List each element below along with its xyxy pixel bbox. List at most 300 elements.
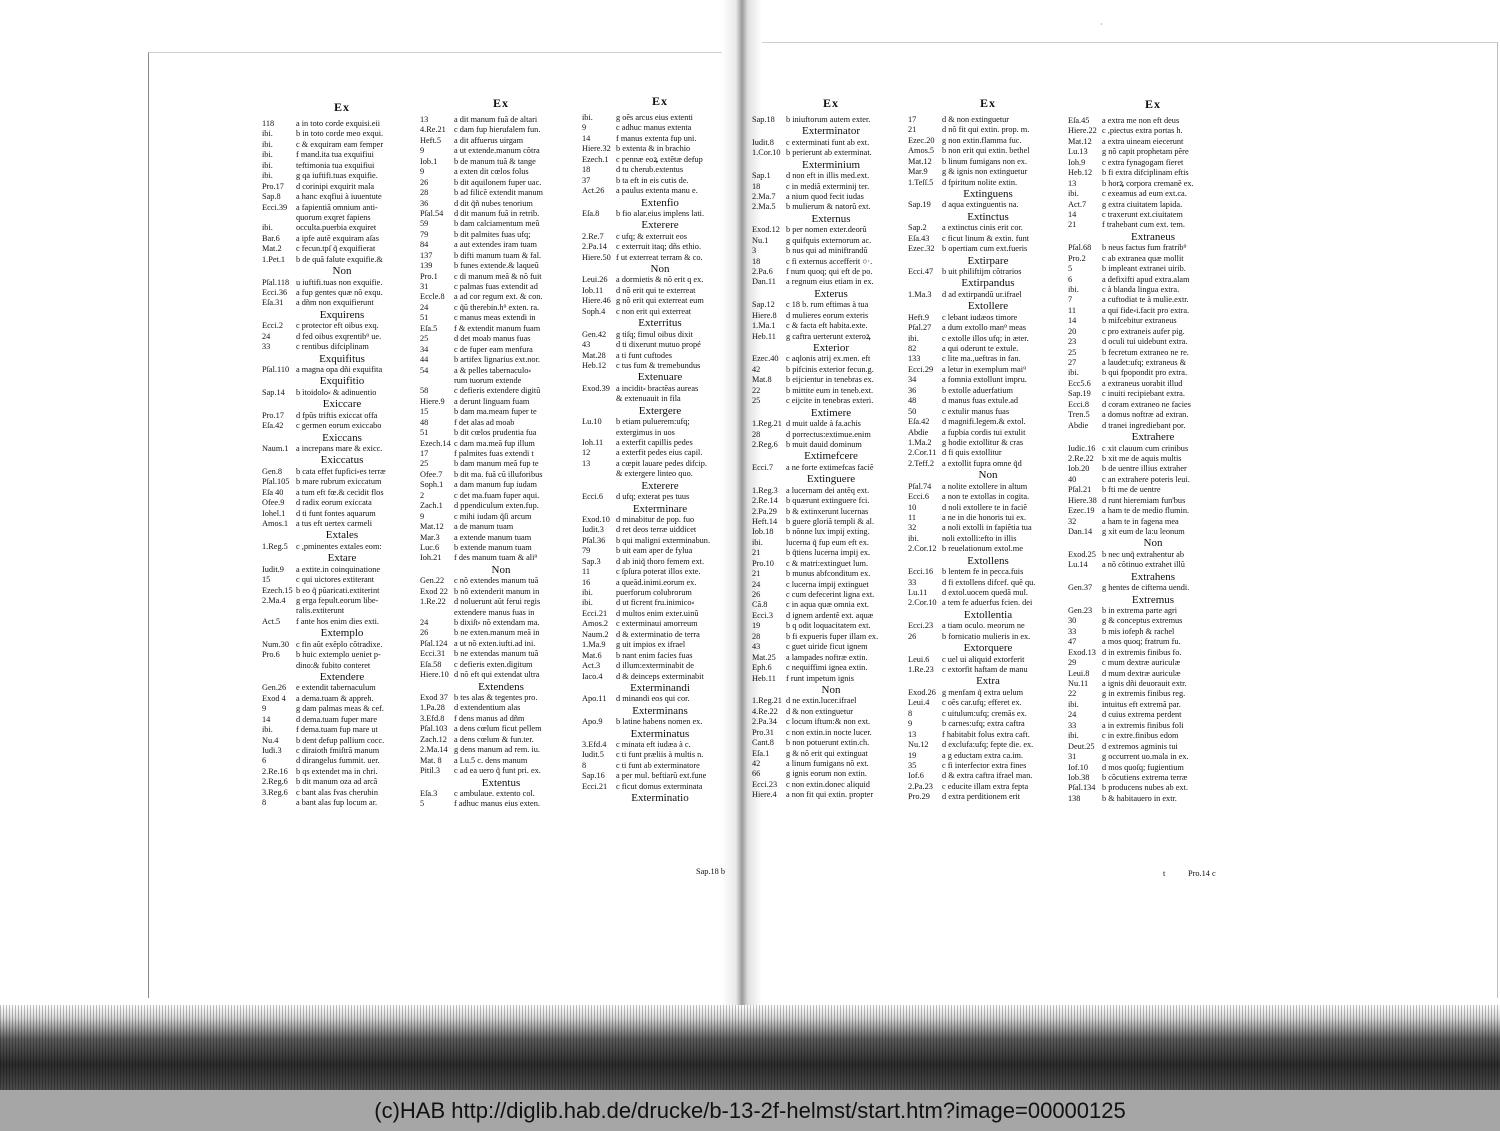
concordance-line — [420, 522, 582, 532]
keyword-heading: Exquifitus — [319, 352, 365, 365]
scripture-reference: Abdie — [908, 427, 929, 437]
scripture-reference: 14 — [262, 714, 271, 724]
quotation-text: a paulus extenta manu e. — [616, 186, 698, 196]
quotation-text: d ut ficrent fru.inimico⸗ — [616, 598, 695, 608]
scripture-reference: Nu.12 — [908, 740, 929, 750]
quotation-text: b per nomen exter.deorũ — [786, 225, 867, 235]
concordance-line — [420, 167, 582, 177]
scripture-reference: 4.Re.22 — [752, 706, 778, 716]
quotation-text: c nõ extendes manum tuã — [454, 576, 539, 586]
concordance-line — [1068, 275, 1238, 285]
concordance-line — [262, 756, 422, 766]
concordance-line — [420, 628, 582, 638]
scripture-reference: Dan.11 — [752, 277, 776, 287]
concordance-line — [420, 251, 582, 261]
quotation-text: c defieris extendere digitũ — [454, 386, 541, 396]
keyword-heading: Extergere — [638, 404, 682, 417]
concordance-line — [262, 298, 422, 308]
scripture-reference: Luc.6 — [420, 542, 440, 552]
concordance-line — [582, 438, 738, 448]
scripture-reference: 13 — [582, 458, 591, 468]
concordance-line — [1068, 627, 1238, 637]
quotation-text: c dam ma.meã fup illum — [454, 438, 535, 448]
quotation-text: b mittite eum in teneb.ext. — [786, 385, 874, 395]
scripture-reference: 26 — [420, 628, 429, 638]
quotation-text: d tu cherub.extentus — [616, 165, 684, 175]
scripture-reference: 2.Re.22 — [1068, 453, 1094, 463]
quotation-text: c pennæ eoꝝ extẽtæ defup — [616, 154, 703, 164]
column-2 — [420, 96, 582, 810]
quotation-text: d ad extirpandũ ur.ifrael — [942, 289, 1022, 299]
scripture-reference: Sap.16 — [582, 771, 605, 781]
concordance-line — [420, 428, 582, 438]
concordance-line — [420, 178, 582, 188]
scripture-reference: Heb.12 — [582, 360, 607, 370]
scripture-reference: 13 — [1068, 178, 1077, 188]
quotation-text: b ta eft in eis cutis de. — [616, 175, 689, 185]
scripture-reference: 18 — [752, 181, 761, 191]
concordance-line — [1068, 637, 1238, 647]
scripture-reference: 11 — [908, 513, 916, 522]
quotation-text: c inuiti recipiebant extra. — [1102, 389, 1185, 399]
scripture-reference: Pſal.27 — [908, 323, 932, 333]
scripture-reference: Sap.18 — [752, 115, 775, 124]
keyword-heading: Extemplo — [320, 627, 364, 640]
concordance-line — [582, 672, 738, 682]
quotation-text: d radix eorum exiccata — [296, 498, 372, 508]
scripture-reference: Apo.9 — [582, 717, 603, 727]
column-1 — [262, 100, 422, 809]
scripture-reference: 17 — [908, 115, 917, 124]
scripture-reference: ibi. — [262, 160, 273, 170]
scripture-reference: 1.Ma.2 — [908, 437, 932, 447]
quotation-text: b impleant extranei uirib. — [1102, 264, 1186, 274]
concordance-line — [420, 608, 582, 618]
concordance-line — [582, 448, 738, 458]
quotation-text: g quifquis externorum ac. — [786, 235, 872, 245]
concordance-line — [752, 386, 910, 396]
quotation-text: ralis.extiterunt — [296, 606, 345, 616]
quotation-text: b producens nubes ab ext. — [1102, 783, 1188, 793]
scripture-reference: Ecci.6 — [582, 492, 603, 502]
quotation-text: g tiſq; fimul oibus dixit — [616, 329, 693, 339]
quotation-text: a ut extende.manum cõtra — [454, 146, 540, 156]
scripture-reference: Mar.3 — [420, 532, 440, 542]
quotation-text: a non te extollas in cogita. — [942, 492, 1030, 502]
quotation-text: b in extrema parte agri — [1102, 605, 1178, 615]
quotation-text: b dam manum meã fup te — [454, 459, 539, 469]
quotation-text: c extorfit haftam de manu — [942, 665, 1028, 675]
scripture-reference: 82 — [908, 344, 917, 354]
scripture-reference: 25 — [420, 459, 429, 469]
quotation-text: a extinctus cinis erit cor. — [942, 223, 1023, 233]
quotation-text: b neus factus fum fratrib⁹ — [1102, 243, 1187, 253]
concordance-line — [752, 507, 910, 517]
column-6 — [1068, 97, 1238, 804]
quotation-text: a bant alas fup locum ar. — [296, 798, 378, 808]
scripture-reference: 54 — [420, 365, 429, 375]
quotation-text: b linum fumigans non ex. — [942, 156, 1028, 166]
quotation-text: b horꝝ corpora cremanẽ ex. — [1102, 178, 1194, 188]
concordance-line — [752, 496, 910, 506]
scripture-reference: ibi. — [1068, 699, 1079, 709]
scripture-reference: ibi. — [752, 537, 763, 547]
scripture-reference: 1.Pet.1 — [262, 254, 286, 264]
scripture-reference: 21 — [908, 125, 917, 135]
quotation-text: c ,piectus extra portas h. — [1102, 126, 1183, 136]
concordance-line — [1068, 679, 1238, 689]
scripture-reference: 14 — [582, 133, 591, 143]
scripture-reference: 14 — [1068, 209, 1077, 219]
concordance-line — [420, 756, 582, 766]
concordance-line — [582, 651, 738, 661]
concordance-line — [1068, 306, 1238, 316]
scripture-reference: 1.Ma.9 — [582, 640, 606, 650]
concordance-line — [752, 707, 910, 717]
scripture-reference: 2.Cor.10 — [908, 598, 937, 608]
scripture-reference: Iudit.8 — [752, 137, 774, 147]
quotation-text: d fpiritum nolite extin. — [942, 177, 1018, 187]
column-4 — [752, 96, 910, 801]
concordance-line — [752, 674, 910, 684]
quotation-text: a incidit⸗ bractẽas aureas — [616, 383, 699, 393]
scripture-reference: Pro.1 — [420, 271, 438, 281]
quotation-text: g dens manum ad rem. iu. — [454, 745, 540, 755]
concordance-line — [752, 717, 910, 727]
quotation-text: intuitus eft extremã par. — [1102, 699, 1181, 709]
quotation-text: c mum dextræ auriculæ — [1102, 658, 1181, 668]
quotation-text: a & pelles tabernaculo⸗ — [454, 365, 532, 375]
quotation-text: g dam palmas meas & cef. — [296, 704, 385, 714]
concordance-line — [908, 782, 1068, 792]
quotation-text: a linum fumigans nõ ext. — [786, 758, 869, 768]
concordance-line — [908, 598, 1068, 608]
quotation-text: b non erit qui extin. bethel — [942, 146, 1030, 156]
scripture-reference: Iob.18 — [752, 527, 774, 537]
concordance-line — [752, 749, 910, 759]
quotation-text: b nant enim facies fuas — [616, 650, 693, 660]
concordance-line — [262, 467, 422, 477]
scripture-reference: Ecci.21 — [582, 608, 608, 618]
quotation-text: a derunt linguam fuam — [454, 396, 530, 406]
concordance-line — [262, 477, 422, 487]
quotation-text: d fpũs triftis exiccat offa — [296, 410, 378, 420]
scripture-reference: 29 — [1068, 658, 1077, 668]
quotation-text: a dema.tuam & appreh. — [296, 693, 374, 703]
quotation-text: a nolite extollere in altum — [942, 481, 1028, 491]
scripture-reference: Mat.25 — [752, 652, 776, 662]
scripture-reference: Mat.8 — [752, 375, 772, 385]
scripture-reference: 1.Reg.21 — [752, 419, 782, 429]
scripture-reference: 2.Ma.7 — [752, 192, 776, 201]
keyword-heading: Extendere — [319, 671, 365, 683]
concordance-line — [908, 792, 1068, 802]
scripture-reference: 16 — [582, 577, 591, 587]
quotation-text: g menfam q̃ extra uelum — [942, 687, 1024, 697]
keyword-heading: Extollens — [967, 554, 1009, 567]
concordance-line — [752, 569, 910, 579]
quotation-text: b mare rubrum exiccatum — [296, 477, 382, 487]
keyword-heading: Exquirens — [319, 308, 365, 321]
concordance-line — [582, 275, 738, 285]
concordance-line — [582, 155, 738, 165]
quotation-text: d multos enim exter.uinũ — [616, 608, 699, 618]
concordance-line — [1068, 137, 1238, 147]
quotation-text: b & extinxerunt lucernas — [786, 506, 869, 516]
concordance-line — [1068, 742, 1238, 752]
concordance-line — [420, 714, 582, 724]
scripture-reference: 1.Cor.10 — [752, 148, 781, 158]
concordance-line — [752, 354, 910, 364]
concordance-line — [420, 470, 582, 480]
scripture-reference: Exod.13 — [1068, 647, 1096, 657]
scripture-reference: Sap.12 — [752, 300, 775, 310]
concordance-line — [908, 407, 1068, 417]
concordance-line — [262, 203, 422, 213]
concordance-line — [582, 286, 738, 296]
quotation-text: g nõ erit qui exterreat eum — [616, 296, 704, 306]
scripture-reference: Eſa 40 — [262, 487, 284, 497]
scripture-reference: 66 — [752, 769, 761, 779]
scripture-reference: 9 — [582, 123, 587, 133]
concordance-line — [908, 428, 1068, 438]
scripture-reference: 59 — [420, 219, 429, 229]
concordance-line — [1068, 794, 1238, 804]
scripture-reference: 11 — [1068, 305, 1076, 315]
column-header: Ex — [492, 96, 509, 110]
concordance-line — [752, 311, 910, 321]
concordance-line — [582, 661, 738, 671]
scripture-reference: Ecci.23 — [908, 621, 934, 631]
scripture-reference: 34 — [420, 344, 429, 354]
scripture-reference: Zach.12 — [420, 734, 447, 744]
concordance-line — [908, 578, 1068, 588]
concordance-line — [1068, 606, 1238, 616]
quotation-text: g oẽs arcus eius extenti — [616, 113, 693, 122]
quotation-text: c palmas fuas extendit ad — [454, 282, 538, 291]
scripture-reference: ibi. — [262, 171, 273, 181]
scripture-reference: Ecci.47 — [908, 267, 934, 277]
scripture-reference: Eſa.5 — [420, 323, 438, 333]
concordance-line — [420, 789, 582, 799]
concordance-line — [908, 136, 1068, 146]
quotation-text: a laudet:ufq; extraneus & — [1102, 358, 1187, 368]
concordance-line — [262, 617, 422, 627]
keyword-heading: Extimere — [810, 406, 852, 419]
concordance-line — [908, 534, 1068, 544]
scripture-reference: Ecci.36 — [262, 287, 288, 297]
concordance-line — [420, 533, 582, 543]
quotation-text: c adhuc manus extenta — [616, 123, 692, 133]
keyword-heading: Exterminans — [632, 704, 688, 717]
scripture-reference: Cã.8 — [752, 600, 768, 610]
concordance-line — [582, 242, 738, 252]
concordance-line — [1068, 506, 1238, 516]
concordance-line — [1068, 379, 1238, 389]
quotation-text: c minata eft iudæa à c. — [616, 740, 691, 750]
concordance-line — [908, 459, 1068, 469]
quotation-text: c an extrahere poteris leui. — [1102, 474, 1190, 484]
scripture-reference: Heft.5 — [420, 135, 441, 145]
concordance-line — [1068, 327, 1238, 337]
quotation-text: b ad filicẽ extendit manum — [454, 188, 543, 198]
quotation-text: g xit eum de la:u leonum — [1102, 527, 1185, 536]
quotation-text: teftimonia tua exquifiui — [296, 160, 375, 170]
quotation-text: b uit philiftijm cõtrarios — [942, 267, 1022, 277]
keyword-heading: Non — [491, 563, 511, 576]
scripture-reference: Ecci.21 — [582, 781, 608, 791]
concordance-line — [1068, 179, 1238, 189]
concordance-line — [752, 642, 910, 652]
keyword-heading: Exterminium — [801, 158, 861, 171]
scripture-reference: 26 — [752, 590, 761, 599]
quotation-text: a dit manum fuã de altari — [454, 115, 538, 124]
concordance-line — [908, 665, 1068, 675]
quotation-text: d mum dextræ auriculæ — [1102, 668, 1181, 678]
concordance-line — [752, 430, 910, 440]
scripture-reference: Ecci.31 — [420, 649, 446, 659]
scripture-reference: Ezech.15 — [262, 585, 293, 595]
quotation-text: b fornicatio mulieris in ex. — [942, 631, 1031, 641]
quotation-text: b funes extende.& laqueũ — [454, 261, 539, 271]
concordance-line — [752, 267, 910, 277]
quotation-text: f palmites fuas extendi t — [454, 449, 534, 458]
concordance-line — [1068, 731, 1238, 741]
scripture-reference: Exod.10 — [582, 514, 610, 524]
quotation-text: c uel ui aliquid extorferit — [942, 654, 1025, 664]
concordance-line — [908, 751, 1068, 761]
quotation-text: a exten dit cœlos folus — [454, 167, 529, 177]
quotation-text: c di manum meã & nõ fuit — [454, 271, 542, 281]
quotation-text: c extulir manus fuas — [942, 406, 1010, 416]
quotation-text: a de manum tuam — [454, 522, 514, 532]
scripture-reference: 33 — [1068, 626, 1077, 636]
quotation-text: f dema.tuam fup mare ut — [296, 725, 378, 735]
quotation-text: a extende manum tuam — [454, 532, 532, 542]
scripture-reference: ibi. — [262, 129, 273, 139]
quotation-text: c ufq; & exterruit eos — [616, 231, 687, 241]
concordance-line — [262, 192, 422, 202]
quotation-text: b ìtoidolo⸗ & adinuentio — [296, 387, 377, 397]
scripture-reference: Leui.6 — [908, 654, 930, 664]
quotation-text: c locum iftum:& non ext. — [786, 717, 871, 727]
scripture-reference: Sap.1 — [752, 171, 771, 181]
keyword-heading: Exterior — [812, 342, 850, 355]
concordance-line — [420, 480, 582, 490]
concordance-line — [262, 704, 422, 714]
concordance-line — [908, 167, 1068, 177]
scripture-reference: Lu.10 — [582, 417, 602, 427]
scripture-reference: Iudit.9 — [262, 564, 284, 574]
quotation-text: c ſpſura poterat illos exte. — [616, 567, 701, 577]
keyword-heading: Non — [978, 469, 998, 482]
keyword-heading: Exterminatus — [630, 727, 690, 740]
concordance-line — [752, 375, 910, 385]
scripture-reference: 13 — [908, 729, 917, 739]
quotation-text: d fi quis extollitur — [942, 448, 1002, 458]
concordance-line — [582, 123, 738, 133]
concordance-line — [420, 799, 582, 809]
concordance-line — [420, 240, 582, 250]
scripture-reference: Ioh.11 — [582, 437, 604, 447]
quotation-text: a dens cœlum ficut pellem — [454, 724, 542, 734]
quotation-text: d manus fuas extule.ad — [942, 396, 1019, 406]
concordance-line — [752, 632, 910, 642]
concordance-line — [908, 396, 1068, 406]
quotation-text: b in toto corde meo exqui. — [296, 129, 384, 139]
concordance-line — [582, 536, 738, 546]
concordance-line — [262, 332, 422, 342]
concordance-line — [908, 513, 1068, 523]
concordance-line — [908, 386, 1068, 396]
scripture-reference: 32 — [1068, 516, 1077, 526]
quotation-text: b guere gloriã templi & al. — [786, 516, 875, 526]
scripture-reference: Iaco.4 — [582, 671, 603, 681]
keyword-heading: Non — [821, 683, 841, 696]
scripture-reference: Ezec.40 — [752, 354, 779, 364]
concordance-line — [1068, 358, 1238, 368]
scripture-reference: Exod.39 — [582, 383, 610, 393]
scripture-reference: Gen.8 — [262, 466, 283, 476]
quotation-text: d dit q̃ñ nubes tenorium — [454, 198, 533, 208]
quotation-text: c fin aũt exẽplo cõtradixe. — [296, 639, 383, 649]
catchword-col6-right: Pro.14 c — [1188, 869, 1216, 878]
concordance-line — [582, 417, 738, 427]
keyword-heading: Extra — [976, 675, 1000, 688]
quotation-text: b huic extemplo ueniet p- — [296, 650, 381, 660]
concordance-line — [582, 771, 738, 781]
quotation-text: d noluerunt aũt ferui regis — [454, 597, 541, 607]
concordance-line — [752, 192, 910, 202]
quotation-text: puerforum colubrorum — [616, 588, 692, 597]
quotation-text: b nõnne lux impij exting. — [786, 527, 870, 537]
keyword-heading: Extinctus — [967, 210, 1009, 223]
scripture-reference: 2.Ma.14 — [420, 745, 448, 755]
quotation-text: a ham te in fagena mea — [1102, 516, 1179, 526]
scripture-reference: 19 — [908, 750, 917, 760]
concordance-line — [420, 397, 582, 407]
quotation-text: c dam fup hierufalem fun. — [454, 125, 541, 135]
scripture-reference: 14 — [1068, 316, 1077, 326]
quotation-text: g uit impios ex ifrael — [616, 640, 686, 650]
quotation-text: a ignis dñi deuorauit extr. — [1102, 679, 1187, 689]
quotation-text: c fecun.tpſ q̃ exquifierat — [296, 244, 376, 254]
quotation-text: b non potuerunt extin.ch. — [786, 738, 870, 748]
quotation-text: c & matri:extinguet lum. — [786, 558, 869, 568]
quotation-text: occulta.puerbia exquiret — [296, 223, 377, 233]
keyword-heading: Exterminare — [632, 502, 688, 515]
quotation-text: g qa iuftifi.tuas exquifie. — [296, 171, 378, 181]
concordance-line — [752, 202, 910, 212]
concordance-line — [752, 548, 910, 558]
concordance-line — [1068, 648, 1238, 658]
quotation-text: c bant alas fvas cherubin — [296, 787, 379, 797]
scripture-reference: Ezec.32 — [908, 244, 935, 254]
quotation-text: c manus meas extendi in — [454, 313, 536, 323]
concordance-line — [582, 640, 738, 650]
scripture-reference: Eph.6 — [752, 663, 772, 673]
scripture-reference: 2.Cor.12 — [908, 544, 937, 554]
scripture-reference: Pro.6 — [262, 650, 280, 660]
concordance-line — [908, 146, 1068, 156]
scripture-reference: Pſal.105 — [262, 477, 290, 487]
concordance-line — [420, 125, 582, 135]
scripture-reference: 19 — [752, 621, 761, 631]
quotation-text: d porrectus:extimue.enim — [786, 429, 871, 439]
scripture-reference: Ioh.21 — [420, 553, 442, 563]
concordance-line — [262, 565, 422, 575]
quotation-text: & extenuauit in fila — [616, 394, 681, 404]
